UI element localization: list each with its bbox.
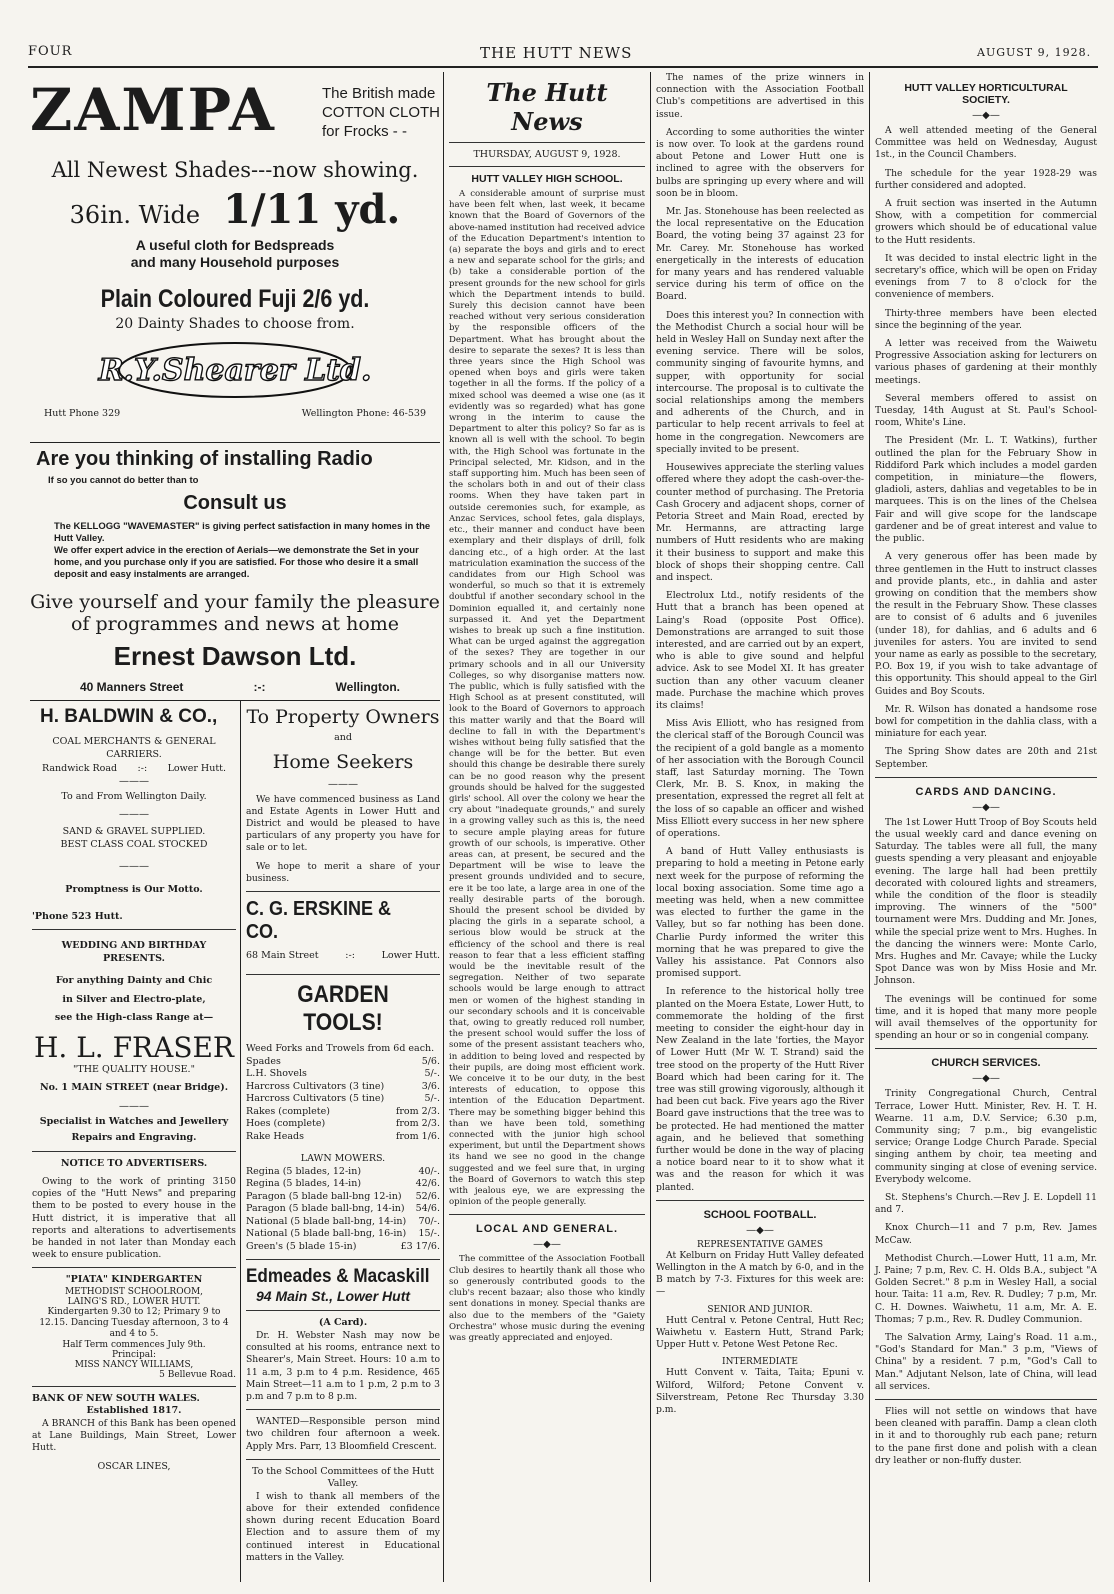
column-5: HUTT VALLEY HORTICULTURAL SOCIETY. —◆— A well attended meeting of the General Committee was held on Wednesday, August 1st., in the Council Chambers. The schedule for the year 1928-29 was further considered and adopted. A fruit section was inserted in the Autumn Show, with a competition for commercial growers which should be of educational value to the Hutt residents. It was decided to instal electric light in the secretary's office, which will be open on Friday evenings from 7 to 8 o'clock for the convenience of members. Thirty-three members have been elected since the beginning of the year. A letter was received from the Waiwetu Progressive Association asking for lecturers on various phases of gardening at their monthly meetings. Several members offered to assist on Tuesday, 14th August at St. Paul's School-room, White's Line. The President (Mr. L. T. Watkins), further outlined the plan for the February Show in Riddiford Park which includes a model garden competition, in miniature—the flowers, gladioli, asters, dahlias and vegetables to be in marquees. This is on the lines of the Chelsea Fair and will give scope for the landscape gardener and be of great interest and value to the public. A very generous offer has been made by three gentlemen in the Hutt to instruct classes and provide plants, etc., in dahlia and aster growing on condition that the members show the result in the February Show. These classes are to consist of 6 adults and 6 juveniles (under 18), for dahlias, and 6 adults and 6 juveniles for asters. You are invited to send your name as early as possible to the secretary, P.O. Box 19, if you wish to take advantage of this opportunity. This should appeal to the Girl Guides and Boy Scouts. Mr. R. Wilson has donated a handsome rose bowl for competition in the dahlia class, with a miniature for each year. The Spring Show dates are 20th and 21st September. CARDS AND DANCING. —◆— The 1st Lower Hutt Troop of Boy Scouts held the usual weekly card and dance evening on Saturday. The tables were all full, the many guests spending a very pleasant and enjoyable evening. The large hall had been prettily decorated with coloured lights and streamers, while the condition of the floor is steadily improving. The winners of the "500" tournament were Mrs. Dudding and Mr. Jones, while the special prize went to Mrs. Hughes. In the dancing the winners were: Monte Carlo, Mrs. Hughes and Mr. Cavaye; while the Lucky Spot Dance was won by Miss Hosie and Mr. Johnson. The evenings will be continued for some time, and it is hoped that many more people will avail themselves of the opportunity for spending an hour or so in congenial company. CHURCH SERVICES. —◆— Trinity Congregational Church, Central Terrace, Lower Hutt. Minister, Rev. H. T. H. Wearne. 11 a.m, D.V. Service; 6.30 p.m, Community sing; 7 p.m., big evangelistic service; Orange Lodge Church Parade. Special singing anthem by choir, tea meeting and community singing at close of evening service. Everybody welcome. St. Stephens's Church.—Rev J. E. Lopdell 11 and 7. Knox Church—11 and 7 p.m, Rev. James McCaw. Methodist Church.—Lower Hutt, 11 a.m, Mr. J. Paine; 7 p.m, Rev. C. H. Olds B.A., subject "A Golden Secret." 8 p.m in Wesley Hall, a social hour. Taita: 11 a.m, Rev. R. Dudley; 7 p.m, Mr. C. H. Downes. Waiwhetu, 11 a.m, Mr. A. E. Thomas; 7 p.m., Rev. R. Dudley Communion. The Salvation Army, Laing's Road. 11 a.m., "God's Standard for Man." 3 p.m, "Views of China" by a resident. 7 p.m, "God's Call to Man." Adjutant Nelson, late of China, will lead all services. Flies will not settle on windows that have been cleaned with paraffin. Damp a clean cloth in it and to thoroughly rub each pane; return to the pane first done and polish with a clean dry leather or non-fluffy duster. [875, 82, 1097, 1466]
item-name: Harcross Cultivators (5 tine) [246, 1093, 385, 1105]
edmeades-name: Edmeades & Macaskill [246, 1266, 430, 1288]
dawson-city: Wellington. [335, 680, 400, 694]
radio-text-1: The KELLOGG "WAVEMASTER" is giving perfect satisfaction in many homes in the Hutt Valley. [54, 521, 431, 544]
item-price: 5/6. [421, 1055, 440, 1067]
radio-text-2: We offer expert advice in the erection of Aerials—we demonstrate the Set in your home, and you purchase only if you are satisfied. For those who desire it a small deposit and easy instalments are arranged. [54, 545, 419, 580]
item-name: Hoes (complete) [246, 1118, 326, 1130]
dawson-sep: :-: [253, 680, 266, 694]
item-name: National (5 blade ball-bng, 16-in) [246, 1228, 407, 1240]
cards-text-2: The evenings will be continued for some time, and it is hoped that many more people will avail themselves of the opportunity for spending an hour or so in congenial company. [875, 993, 1097, 1042]
fraser-line-1: For anything Dainty and Chic [55, 975, 213, 986]
church-paragraph: Trinity Congregational Church, Central Terrace, Lower Hutt. Minister, Rev. H. T. H. Wearne. 11 a.m, D.V. Service; 6.30 p.m, Community sing; 7 p.m., big evangelistic service; Orange Lodge Church Parade. Special singing anthem by choir, tea meeting and community singing at close of evening service. Everybody welcome. [875, 1088, 1097, 1185]
price-row [246, 1166, 440, 1179]
news-item-holly: In reference to the historical holly tree planted on the Moera Estate, Lower Hutt, to commemorate the holding of the first meeting to consider the eight-hour day in New Zealand in the late 'forties, the Mayor of Lower Hutt (Mr W. T. Strand) said the tree stood on the property of the Hutt River Board which had been caring for it. The tree was still growing vigorously, although it had been cut back. Five years ago the River Board gave instructions that the tree was to be protected. He had mentioned the matter again, and he believed that something further would be done in the way of placing a notice board near to it to show what it was and the reason for which it was planted. [656, 986, 864, 1193]
wellington-phone: Wellington Phone: 46-539 [301, 408, 426, 419]
editorial-date: THURSDAY, AUGUST 9, 1928. [473, 149, 621, 160]
baldwin-road: Randwick Road [42, 763, 118, 774]
price-row [246, 1191, 440, 1204]
horticultural-paragraph: It was decided to instal electric light in the secretary's office, which will be open on Friday evenings from 7 to 8 o'clock for the convenience of members. [875, 252, 1097, 301]
lawn-mowers-list [246, 1166, 440, 1254]
fraser-name: H. L. FRASER [33, 1030, 235, 1064]
news-item-elliott: Miss Avis Elliott, who has resigned from the clerical staff of the Borough Council was the recipient of a gold bangle as a momento of her association with the Borough Council staff, last Saturday morning. The Town Clerk, Mr. B. S. Knox, in making the presentation, expressed the regret all felt at the loss of so capable an officer and wished Miss Elliott every success in her new sphere of operations. [656, 718, 864, 839]
item-price: 15/-. [418, 1228, 440, 1240]
church-paragraph: St. Stephens's Church.—Rev J. E. Lopdell 11 and 7. [875, 1192, 1097, 1216]
garden-tools-title: GARDEN TOOLS! [297, 981, 389, 1037]
price-row [246, 1118, 440, 1131]
fraser-address: No. 1 MAIN STREET (near Bridge). [39, 1082, 229, 1093]
horticultural-paragraph: Thirty-three members have been elected since the beginning of the year. [875, 307, 1097, 331]
item-name: National (5 blade ball-bng, 14-in) [246, 1215, 407, 1227]
item-price: 70/-. [418, 1215, 440, 1227]
issue-date: AUGUST 9, 1928. [977, 46, 1092, 59]
price-row [246, 1093, 440, 1106]
erskine-sep: :-: [345, 949, 355, 961]
church-text [875, 1088, 1097, 1393]
zampa-brand: ZAMPA [30, 76, 276, 144]
price-row [246, 1056, 440, 1069]
piata-line-3: Kindergarten 9.30 to 12; Primary 9 to 12.15. Dancing Tuesday afternoon, 3 to 4 and 4 to 5. [39, 1306, 229, 1339]
news-item-methodist: Does this interest you? In connection with the Methodist Church a social hour will be held in Wesley Hall on Sunday next after the evening service. There will be solos, community singing of favourite hymns, and supper, with opportunity for social intercourse. The proposal is to cultivate the social relationships among the members and adherents of the Church, and in particular to help recent arrivals to feel at home in the congregation. Newcomers are specially invited to be present. [656, 309, 864, 455]
consult-us: Consult us [183, 492, 287, 514]
column-rule [869, 72, 870, 1582]
item-price: from 1/6. [395, 1130, 440, 1142]
news-item-stonehouse: Mr. Jas. Stonehouse has been reelected as the local representative on the Education Board, the voting being 37 against 23 for Mr. Carey. Mr. Stonehouse has worked energetically in the interests of education for many years and has rendered valuable service during his term of office on the Board. [656, 206, 864, 303]
piata-line-6: MISS NANCY WILLIAMS, [74, 1359, 194, 1370]
horticultural-heading: HUTT VALLEY HORTICULTURAL SOCIETY. [904, 82, 1068, 106]
radio-title: Are you thinking of installing Radio [36, 448, 373, 470]
news-item-winter: According to some authorities the winter is now over. To look at the gardens round about Petone and Lower Hutt one is inclined to agree with the observers for bulbs are springing up every where and will soon be in bloom. [656, 126, 864, 199]
notice-text: Owing to the work of printing 3150 copies of the "Hutt News" and preparing them to be posted to every house in the Hutt district, it is imperative that all reports and alterations to advertisements be handed in not later than Monday each week to ensure publication. [32, 1176, 236, 1261]
intermediate: INTERMEDIATE [722, 1357, 798, 1368]
item-price: 54/6. [415, 1203, 440, 1215]
football-heading: SCHOOL FOOTBALL. [703, 1208, 817, 1221]
fraser-line-3: see the High-class Range at— [54, 1012, 214, 1023]
piata-head: "PIATA" KINDERGARTEN [65, 1274, 203, 1286]
news-item-boxing: A band of Hutt Valley enthusiasts is preparing to hold a meeting in Petone early next week for the purpose of reforming the local boxing association. Some time ago a meeting was held, when a new committee was elected to further the game in the Valley, but so far nothing has been done. Charlie Purdy informed the writer this morning that he was prepared to give the Valley his assistance. Pat Connors also promised support. [656, 846, 864, 980]
item-price: from 2/3. [395, 1105, 440, 1117]
horticultural-paragraph: Several members offered to assist on Tuesday, 14th August at St. Paul's School-room, White's Line. [875, 392, 1097, 429]
church-paragraph: Methodist Church.—Lower Hutt, 11 a.m, Mr. J. Paine; 7 p.m, Rev. C. H. Olds B.A., subject "A Golden Secret." 8 p.m in Wesley Hall, a social hour. Taita: 11 a.m, Rev. R. Dudley; 7 p.m, Mr. C. H. Downes. Waiwhetu, 11 a.m, Mr. A. E. Thomas; 7 p.m., Rev. R. Dudley Communion. [875, 1252, 1097, 1325]
price-row [246, 1081, 440, 1094]
mowers-head: LAWN MOWERS. [300, 1153, 386, 1165]
fraser-spec-1: Specialist in Watches and Jewellery [39, 1115, 229, 1127]
piata-line-5: Principal: [112, 1349, 156, 1360]
bank-manager: OSCAR LINES, [97, 1460, 171, 1472]
local-general-text: The committee of the Association Football Club desires to heartily thank all those who so generously contributed goods to the club's recent bazaar; also those who kindly sent donations in money. Special thanks are also due to the members of the "Gaiety Orchestra" whose music during the evening was greatly appreciated and enjoyed. [449, 1254, 645, 1343]
hutt-phone: Hutt Phone 329 [44, 408, 121, 419]
dawson-street: 40 Manners Street [80, 680, 184, 694]
baldwin-sand: SAND & GRAVEL SUPPLIED. [62, 826, 206, 837]
item-price: 40/-. [418, 1165, 440, 1177]
property-text-2: We hope to merit a share of your business. [246, 860, 440, 884]
item-name: Green's (5 blade 15-in) [246, 1240, 357, 1252]
item-price: 42/6. [415, 1178, 440, 1190]
bank-est: Established 1817. [86, 1405, 182, 1417]
news-item-electrolux: Electrolux Ltd., notify residents of the Hutt that a branch has been opened at Laing's Road (opposite Post Office). Demonstrations are arranged to suit those interested, and are carried out by an expert, who is able to give sound and helpful advice. Ask to see Model XI. It has greater suction than any other vacuum cleaner made. Purchase the machine which proves its claims! [656, 590, 864, 711]
intermediate-text: Hutt Convent v. Taita, Taita; Epuni v. Wilford, Wilford; Petone Convent v. Silverstream, Petone Rec Thursday 3.30 p.m. [656, 1367, 864, 1415]
zampa-useful-2: and many Household purposes [130, 254, 340, 270]
fraser-head: WEDDING AND BIRTHDAY PRESENTS. [61, 940, 207, 964]
shearer-logo [98, 340, 372, 400]
editorial-heading: HUTT VALLEY HIGH SCHOOL. [471, 173, 623, 185]
price-row [246, 1106, 440, 1119]
cards-text: The 1st Lower Hutt Troop of Boy Scouts held the usual weekly card and dance evening on Saturday. The tables were all full, the many guests spending a very pleasant and enjoyable evening. The large hall had been prettily decorated with coloured lights and streamers, while the condition of the floor is steadily improving. The winners of the "500" tournament were Mrs. Dudding and Mr. Jones, while the special prize went to Mrs. Hughes. In the dancing the winners were: Monte Carlo, Mrs. Hughes and Mr. Cavaye; while the Lucky Spot Dance was won by Miss Hosie and Mr. Johnson. [875, 816, 1097, 987]
rep-games-text: At Kelburn on Friday Hutt Valley defeated Wellington in the A match by 6-0, and in the B match by 7-3. Fixtures for this week are:— [656, 1249, 864, 1298]
wanted-text: WANTED—Responsible person mind two children four afternoon a week. Apply Mrs. Parr, 13 Bloomfield Crescent. [246, 1416, 440, 1452]
horticultural-paragraph: The President (Mr. L. T. Watkins), further outlined the plan for the February Show in Riddiford Park which includes a model garden competition, in miniature—the flowers, gladioli, asters, dahlias and vegetables to be in marquees. This is on the lines of the Chelsea Fair and will give scope for the landscape gardener and be of great interest and value to the public. [875, 435, 1097, 545]
zampa-advert [30, 78, 440, 438]
card-text: Dr. H. Webster Nash may now be consulted at his rooms, entrance next to Shearer's, Main Street. Hours: 10 a.m to 11 a.m, 3 p.m to 4 p.m. Residence, 465 Main Street—11 a.m to 1 p.m, 2 p.m to 3 p.m and 7 p.m to 8 p.m. [246, 1329, 440, 1402]
item-name: Paragon (5 blade ball-bng 12-in) [246, 1190, 402, 1202]
erskine-suburb: Lower Hutt. [381, 949, 440, 961]
baldwin-daily: To and From Wellington Daily. [61, 790, 207, 802]
header-rule [28, 66, 1098, 68]
section-rule [30, 700, 440, 701]
erskine-name: C. G. ERSKINE & CO. [246, 897, 392, 943]
horticultural-paragraph: A well attended meeting of the General Committee was held on Wednesday, August 1st., in the Council Chambers. [875, 125, 1097, 161]
radio-advert [30, 448, 440, 698]
baldwin-suburb: Lower Hutt. [167, 763, 226, 774]
senior-junior: SENIOR AND JUNIOR. [707, 1304, 813, 1315]
erskine-street: 68 Main Street [246, 949, 319, 961]
church-heading: CHURCH SERVICES. [931, 1057, 1041, 1070]
zampa-width: 36in. Wide [69, 201, 201, 229]
masthead: The Hutt News [486, 78, 608, 136]
item-name: Harcross Cultivators (3 tine) [246, 1080, 385, 1092]
zampa-tagline-1: The British made [321, 85, 436, 102]
news-item-prizes: The names of the prize winners in connection with the Association Football Club's competitions are advertised in this issue. [656, 72, 864, 120]
price-row [246, 1178, 440, 1191]
column-rule [240, 700, 241, 1582]
bank-text: A BRANCH of this Bank has been opened at Lane Buildings, Main Street, Lower Hutt. [32, 1417, 236, 1454]
item-price: 5/-. [424, 1093, 440, 1105]
committee-head: To the School Committees of the Hutt Valley. [251, 1465, 435, 1490]
horticultural-paragraph: The Spring Show dates are 20th and 21st September. [875, 746, 1097, 770]
item-name: Rakes (complete) [246, 1105, 330, 1117]
column-3: The Hutt News THURSDAY, AUGUST 9, 1928. HUTT VALLEY HIGH SCHOOL. A considerable amount of surprise must have been felt when, last week, it became known that the Board of Governors of the above-named institution had received advice of the Education Department's intention to (a) separate the boys and girls and to erect a new and separate school for the girls; and (b) take a considerable portion of the present grounds for the new school for girls which the Department intends to build. Surely this decision cannot have been reached without very serious consideration by the responsible officers of the Department. What has brought about the desire to separate the sexes? It is less than three years since the High School was opened when boys and girls were taken together in all the forms. If the policy of a mixed school was deemed a wise one (as it evidently was so regarded) what has gone wrong in the interim to cause the Department to alter this policy? So far as is known all is well with the school. To begin with, the High School was fortunate in the Principal selected, Mr. Kidson, and in the staff supporting him. Much has been seen of the scholars both in and out of their class rooms. When they have taken part in outside ceremonies such, for example, as Anzac Services, school fetes, gala displays, etc., their manner and conduct have been exemplary and their displays of drill, folk dancing etc., of a high order. At the last matriculation examination the success of the candidates from our High School was wonderful, so much so that it is extremely doubtful if another secondary school in the Dominion equalled it, and certainly none surpassed it. And yet the Department wishes to break up such a fine institution. What can be urged against the aggregation of the sexes? They are together in our primary schools and in all our University Colleges, so why disorganise matters now. The public, which is fully satisfied with the High School as at present constituted, will look to the Board of Governors to approach this matter warily and that the Board will decline to fall in with the Department's wishes without being fully satisfied that the change will be for the better. But even should this change be desirable there surely can be no good reason why the present grounds should be halved for the suggested girls' school. All over the colony we hear the cry about "inadequate grounds," and surely in a growing valley such as this is, the need to secure ample playing areas for future growth of our schools, is imperative. Other areas can, at present, be secured and the Department will be wise to leave the present grounds undivided and to secure, ere it be too late, a large area in one of the really desirable parts of the borough. Should the present school be divided by placing the girls in a separate school, a serious blow would be struck at the efficiency of the school and there is real reason to fear that a less efficient staffing would be the inevitable result of the segregation. Neither of two separate schools would be large enough to attract men or women of the highest standing in our secondary schools and it is conceivable that, owing to greatly reduced roll number, the present school would suffer the loss of some of the present assistant teachers who, in addition to being loved and respected by their pupils, are doing most efficient work. We conceive it to be our duty, in the best interests of education, to oppose this intention of the Education Department. There may be something bigger behind this than we have been told, something connected with the junior high school experiment, but until the Department shows its hand we see no good in the change suggested and we feel sure that, in urging the Board of Governors to watch this step with jealous eye, we are expressing the opinion of the people generally. LOCAL AND GENERAL. —◆— The committee of the Association Football Club desires to heartily thank all those who so generously contributed goods to the club's recent bazaar; also those who kindly sent donations in money. Special thanks are also due to the members of the "Gaiety Orchestra" whose music during the evening was greatly appreciated and enjoyed. [449, 78, 645, 1343]
horticultural-paragraph: The schedule for the year 1928-29 was further considered and adopted. [875, 167, 1097, 191]
property-and: and [334, 732, 352, 743]
church-paragraph: The Salvation Army, Laing's Road. 11 a.m., "God's Standard for Man." 3 p.m, "Views of China" by a resident. 7 p.m, "God's Call to Man." Adjutant Nelson, late of China, will lead all services. [875, 1332, 1097, 1392]
zampa-price: 1/11 yd. [223, 186, 401, 233]
dawson-firm: Ernest Dawson Ltd. [113, 641, 357, 671]
horticultural-paragraph: A very generous offer has been made by three gentlemen in the Hutt to instruct classes and provide plants, etc., in dahlia and aster growing on condition that the members show the result in the February Show. These classes are to consist of 6 adults and 6 juveniles (under 18), for dahlias, and 6 adults and 6 juveniles for asters. You are invited to send your name as early as possible to the secretary, P.O. Box 19, if you wish to take advantage of this opportunity. This should appeal to the Girl Guides and Boy Scouts. [875, 551, 1097, 697]
column-4: The names of the prize winners in connection with the Association Football Club's competitions are advertised in this issue. According to some authorities the winter is now over. To look at the gardens round about Petone and Lower Hutt one is inclined to agree with the observers for bulbs are springing up every where and will soon be in bloom. Mr. Jas. Stonehouse has been reelected as the local representative on the Education Board, the voting being 37 against 23 for Mr. Carey. Mr. Stonehouse has worked energetically in the interests of education for many years and has rendered valuable service during his term of office on the Board. Does this interest you? In connection with the Methodist Church a social hour will be held in Wesley Hall on Sunday next after the evening service. There will be solos, community singing of favourite hymns, and supper, with opportunity for social intercourse. The proposal is to cultivate the social relationships among the members and adherents of the Church, and in particular to help recent arrivals to feel at home in the congregation. Newcomers are specially invited to be present. Housewives appreciate the sterling values offered where they adopt the cash-over-the-counter method of purchasing. The Pretoria Cash Grocery and adjacent shops, corner of Petoria Street and Main Road, erected by Mr. Hermanns, are attracting large numbers of Hutt residents who are making it their business to support and make this block of shops their shopping centre. Call and inspect. Electrolux Ltd., notify residents of the Hutt that a branch has been opened at Laing's Road (opposite Post Office). Demonstrations are arranged to suit those interested, and are carried out by an expert, who is able to give sound and helpful advice. Ask to see Model XI. It has greater suction than any other vacuum cleaner made. Purchase the machine which proves its claims! Miss Avis Elliott, who has resigned from the clerical staff of the Borough Council was the recipient of a gold bangle as a momento of her association with the Borough Council staff, last Saturday morning. The Town Clerk, Mr. B. S. Knox, in making the presentation, expressed the regret all felt at the loss of so capable an officer and wished Miss Elliott every success in her new sphere of operations. A band of Hutt Valley enthusiasts is preparing to hold a meeting in Petone early next week for the purpose of reforming the local boxing association. Some time ago a meeting was held, when a new committee was elected to further the game in the Valley, but so far nothing has been done. Charlie Purdy informed the writer this morning that he was prepared to give the Valley his assistance. Pat Connors also promised support. In reference to the historical holly tree planted on the Moera Estate, Lower Hutt, to commemorate the holding of the first meeting to consider the eight-hour day in New Zealand in the late 'forties, the Mayor of Lower Hutt (Mr W. T. Strand) said the tree stood on the property of the Hutt River Board which had been caring for it. The tree was still growing vigorously, although it had been cut back. Five years ago the River Board gave instructions that the tree was to be protected. He had mentioned the matter again, and he believed that something further would be done in the way of placing a notice board near to it to show what it was and the reason for which it was planted. SCHOOL FOOTBALL. —◆— REPRESENTATIVE GAMES At Kelburn on Friday Hutt Valley defeated Wellington in the A match by 6-0, and in the B match by 7-3. Fixtures for this week are:— SENIOR AND JUNIOR. Hutt Central v. Petone Central, Hutt Rec; Waiwhetu v. Eastern Hutt, Strand Park; Upper Hutt v. Petone West Petone Rec. INTERMEDIATE Hutt Convent v. Taita, Taita; Epuni v. Wilford, Wilford; Petone Convent v. Silverstream, Petone Rec Thursday 3.30 p.m. [656, 72, 864, 1415]
zampa-tagline-2: COTTON CLOTH [321, 104, 440, 121]
item-name: Paragon (5 blade ball-bng, 14-in) [246, 1203, 405, 1215]
page-number: FOUR [28, 44, 73, 59]
column-rule [443, 72, 444, 1582]
item-name: Regina (5 blades, 14-in) [246, 1178, 362, 1190]
item-price: 5/-. [424, 1068, 440, 1080]
horticultural-paragraph: Mr. R. Wilson has donated a handsome rose bowl for competition in the dahlia class, with a miniature for each year. [875, 703, 1097, 740]
baldwin-motto: Promptness is Our Motto. [65, 884, 203, 895]
horticultural-paragraph: A letter was received from the Waiwetu Progressive Association asking for lecturers on various phases of gardening at their monthly meetings. [875, 338, 1097, 386]
section-rule [30, 442, 440, 443]
property-text-1: We have commenced business as Land and Estate Agents in Lower Hutt and District and would be pleased to have particulars of any property you have for sale or to let. [246, 793, 440, 854]
fraser-line-2: in Silver and Electro-plate, [62, 993, 206, 1005]
column-1-lower: H. BALDWIN & CO., COAL MERCHANTS & GENERAL CARRIERS. Randwick Road :-: Lower Hutt. ——— To and From Wellington Daily. ——— SAND & GRAVEL SUPPLIED. BEST CLASS COAL STOCKED ——— Promptness is Our Motto. 'Phone 523 Hutt. WEDDING AND BIRTHDAY PRESENTS. For anything Dainty and Chic in Silver and Electro-plate, see the High-class Range at— H. L. FRASER "THE QUALITY HOUSE." No. 1 MAIN STREET (near Bridge). ——— Specialist in Watches and Jewellery Repairs and Engraving. NOTICE TO ADVERTISERS. Owing to the work of printing 3150 copies of the "Hutt News" and preparing them to be posted to every house in the Hutt district, it is imperative that all reports and alterations to advertisements be handed in not later than Monday each week to ensure publication. "PIATA" KINDERGARTEN METHODIST SCHOOLROOM, LAING'S RD., LOWER HUTT. Kindergarten 9.30 to 12; Primary 9 to 12.15. Dancing Tuesday afternoon, 3 to 4 and 4 to 5. Half Term commences July 9th. Principal: MISS NANCY WILLIAMS, 5 Bellevue Road. BANK OF NEW SOUTH WALES. Established 1817. A BRANCH of this Bank has been opened at Lane Buildings, Main Street, Lower Hutt. OSCAR LINES, [32, 706, 236, 1472]
edmeades-address: 94 Main St., Lower Hutt [256, 1288, 411, 1305]
editorial-text: A considerable amount of surprise must have been felt when, last week, it became known that the Board of Governors of the above-named institution had received advice of the Education Department's intention to (a) separate the boys and girls and to erect a new and separate school for the girls; and (b) take a considerable portion of the present grounds for the new school for girls which the Department intends to build. Surely this decision cannot have been reached without very serious consideration by the responsible officers of the Department. What has brought about the desire to separate the sexes? It is less than three years since the High School was opened when boys and girls were taken together in all the forms. If the policy of a mixed school was deemed a wise one (as it evidently was so regarded) what has gone wrong in the interim to cause the Department to alter this policy? So far as is known all is well with the school. To begin with, the High School was fortunate in the Principal selected, Mr. Kidson, and in the staff supporting him. Much has been seen of the scholars both in and out of their class rooms. When they have taken part in outside ceremonies such, for example, as Anzac Services, school fetes, gala displays, etc., their manner and conduct have been exemplary and their displays of drill, folk dancing etc., of a high order. At the last matriculation examination the success of the candidates from our High School was wonderful, so much so that it is extremely doubtful if another secondary school in the Dominion equalled it, and certainly none surpassed it. And yet the Department wishes to break up such a fine institution. What can be urged against the aggregation of the sexes? They are together in our primary schools and in all our University Colleges, so why disorganise matters now. The public, which is fully satisfied with the High School as at present constituted, will look to the Board of Governors to approach this matter warily and that the Board will decline to fall in with the Department's wishes without being fully satisfied that the change will be for the better. But even should this change be desirable there surely can be no good reason why the present grounds should be halved for the suggested girls' school. All over the colony we hear the cry about "inadequate grounds," and surely in a growing valley such as this is, the need to secure ample playing areas for future growth of our schools, is imperative. Other areas can, at present, be secured and the Department will be wise to leave the present grounds undivided and to secure, ere it be too late, a large area in one of the really desirable parts of the borough. Should the present school be divided by placing the girls in a separate school, a serious blow would be struck at the efficiency of the school and there is real reason to fear that a less efficient staffing would be the inevitable result of the segregation. Neither of two separate schools would be large enough to attract men or women of the highest standing in our secondary schools and it is conceivable that, owing to greatly reduced roll number, the present school would suffer the loss of some of the present assistant teachers who, in addition to being loved and respected by their pupils, are doing most efficient work. We conceive it to be our duty, in the best interests of education, to oppose this intention of the Education Department. There may be something bigger behind this than we have been told, something connected with the junior high school experiment, but until the Department shows its hand we see no good in the change suggested and we feel sure that, in urging the Board of Governors to watch this step with jealous eye, we are expressing the opinion of the people generally. [449, 189, 645, 1208]
price-row [246, 1228, 440, 1241]
fuji-offer: Plain Coloured Fuji 2/6 yd. [100, 285, 370, 313]
piata-line-4: Half Term commences July 9th. [62, 1339, 206, 1350]
column-2: To Property Owners and Home Seekers ——— We have commenced business as Land and Estate Agents in Lower Hutt and District and would be pleased to have particulars of any property you have for sale or to let. We hope to merit a share of your business. C. G. ERSKINE & CO. 68 Main Street :-: Lower Hutt. GARDEN TOOLS! Weed Forks and Trowels from 6d each. Spades 5/6. L.H. Shovels 5/-. Harcross Cultivators (3 tine) 3/6. Harcross Cultivators (5 tine) 5/-. Rakes (complete) from 2/3. Hoes (complete) from 2/3. Rake Heads from 1/6. LAWN MOWERS. Regina (5 blades, 12-in) 40/-. Regina (5 blades, 14-in) 42/6. Paragon (5 blade ball-bng 12-in) 52/6. Paragon (5 blade ball-bng, 14-in) 54/6. National (5 blade ball-bng, 14-in) 70/-. National (5 blade ball-bng, 16-in) 15/-. Green's (5 blade 15-in) £3 17/6. Edmeades & Macaskill 94 Main St., Lower Hutt (A Card). Dr. H. Webster Nash may now be consulted at his rooms, entrance next to Shearer's, Main Street. Hours: 10 a.m to 11 a.m, 3 p.m to 4 p.m. Residence, 465 Main Street—11 a.m to 1 p.m, 2 p.m to 3 p.m and 7 p.m to 8 p.m. WANTED—Responsible person mind two children four afternoon a week. Apply Mrs. Parr, 13 Bloomfield Crescent. To the School Committees of the Hutt Valley. I wish to thank all members of the above for their extended confidence shown during recent Education Board Election and to assure them of my continued interest in Educational matters in the Valley. [246, 706, 440, 1563]
card-head: (A Card). [318, 1317, 368, 1329]
news-item-pretoria: Housewives appreciate the sterling values offered where they adopt the cash-over-the-counter method of purchasing. The Pretoria Cash Grocery and adjacent shops, corner of Petoria Street and Main Road, erected by Mr. Hermanns, are attracting large numbers of Hutt residents who are making it their business to support and make this block of shops their shopping centre. Call and inspect. [656, 462, 864, 583]
item-name: Spades [246, 1055, 281, 1067]
flies-text: Flies will not settle on windows that have been cleaned with paraffin. Damp a clean cloth in it and to thoroughly rub each pane; return to the pane first done and polish with a clean dry leather or non-fluffy duster. [875, 1406, 1097, 1466]
cards-heading: CARDS AND DANCING. [915, 785, 1057, 798]
column-rule [650, 72, 651, 1582]
item-name: Regina (5 blades, 12-in) [246, 1165, 362, 1177]
zampa-tagline-3: for Frocks - - [321, 123, 407, 140]
baldwin-name: H. BALDWIN & CO., [40, 706, 218, 727]
piata-line-1: METHODIST SCHOOLROOM, [64, 1286, 204, 1297]
fraser-spec-2: Repairs and Engraving. [71, 1132, 197, 1143]
committee-text: I wish to thank all members of the above for their extended confidence shown during recent Education Board Election and to assure them of my continued interest in Educational matters in the Valley. [246, 1490, 440, 1563]
property-title: To Property Owners [246, 706, 440, 728]
zampa-shades: All Newest Shades---now showing. [51, 158, 419, 182]
price-row [246, 1068, 440, 1081]
item-price: £3 17/6. [400, 1240, 440, 1252]
baldwin-trade: COAL MERCHANTS & GENERAL CARRIERS. [52, 736, 216, 760]
notice-head: NOTICE TO ADVERTISERS. [60, 1157, 208, 1169]
horticultural-paragraph: A fruit section was inserted in the Autumn Show, with a competition for commercial growers which should be of educational value to the Hutt residents. [875, 198, 1097, 246]
fraser-quality: "THE QUALITY HOUSE." [73, 1063, 195, 1075]
zampa-useful-1: A useful cloth for Bedspreads [135, 237, 335, 253]
item-name: L.H. Shovels [246, 1068, 307, 1080]
shearer-logo-text: R.Y.Shearer Ltd. [98, 353, 372, 388]
item-price: 3/6. [421, 1080, 440, 1092]
property-subtitle: Home Seekers [272, 750, 414, 773]
local-general-heading: LOCAL AND GENERAL. [475, 1223, 619, 1236]
item-name: Rake Heads [246, 1130, 304, 1142]
newspaper-title: THE HUTT NEWS [480, 44, 633, 62]
bank-head: BANK OF NEW SOUTH WALES. [32, 1392, 200, 1404]
piata-line-2: LAING'S RD., LOWER HUTT. [67, 1296, 201, 1307]
garden-intro: Weed Forks and Trowels from 6d each. [246, 1043, 435, 1055]
price-row [246, 1131, 440, 1144]
fuji-shades: 20 Dainty Shades to choose from. [115, 316, 355, 332]
baldwin-sep: :-: [137, 763, 148, 774]
price-row [246, 1203, 440, 1216]
radio-pleasure: Give yourself and your family the pleasure of programmes and news at home [30, 591, 440, 635]
piata-line-7: 5 Bellevue Road. [159, 1369, 236, 1380]
item-price: 52/6. [415, 1190, 440, 1202]
baldwin-phone: 'Phone 523 Hutt. [32, 910, 123, 922]
baldwin-coal: BEST CLASS COAL STOCKED [60, 838, 208, 850]
price-row [246, 1216, 440, 1229]
radio-subtitle: If so you cannot do better than to [48, 475, 199, 486]
garden-tools-list [246, 1056, 440, 1144]
church-paragraph: Knox Church—11 and 7 p.m, Rev. James McCaw. [875, 1222, 1097, 1246]
item-price: from 2/3. [395, 1118, 440, 1130]
senior-junior-text: Hutt Central v. Petone Central, Hutt Rec; Waiwhetu v. Eastern Hutt, Strand Park; Upper Hutt v. Petone West Petone Rec. [656, 1314, 864, 1351]
rep-games: REPRESENTATIVE GAMES [696, 1239, 823, 1250]
price-row [246, 1241, 440, 1254]
horticultural-text [875, 125, 1097, 771]
